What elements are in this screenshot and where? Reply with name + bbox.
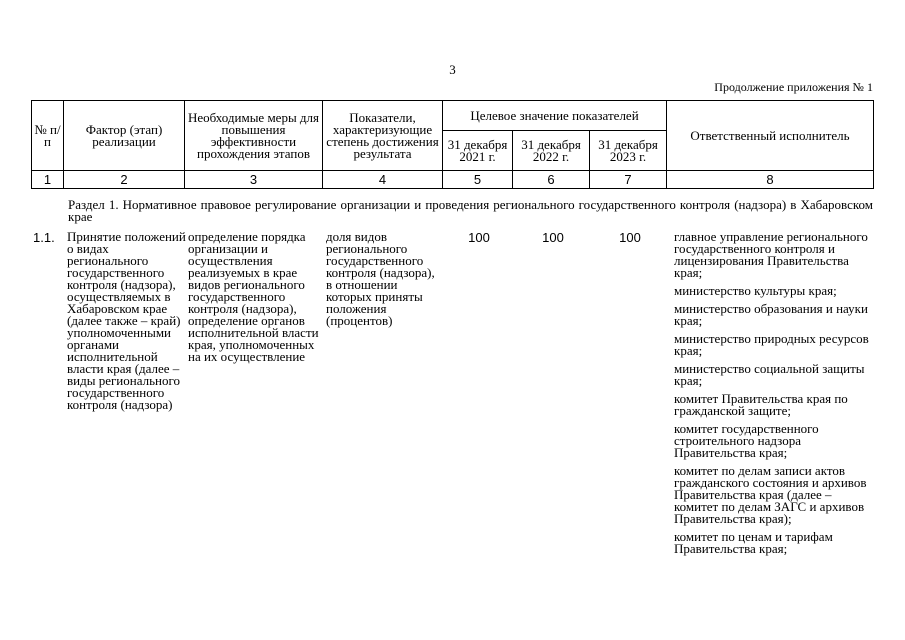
executor-item: комитет по делам записи актов гражданского состояния и архивов Правительства края (далее – комитет по делам ЗАГС и архивов Правительства края); (674, 463, 867, 526)
row-number: 1.1. (33, 230, 55, 245)
row-measures: определение порядка организации и осуществления реализуемых в крае видов регионального государственного контроля (надзора), определение органов исполнительной власти края, уполномоченных на их осуществление (188, 229, 319, 364)
col-number-6: 6 (513, 171, 590, 189)
row-executors (674, 231, 874, 561)
header-num: № п/п (32, 101, 64, 171)
row-value-2022: 100 (542, 230, 564, 245)
executor-item: комитет государственного строительного надзора Правительства края; (674, 421, 819, 460)
continuation-label: Продолжение приложения № 1 (714, 80, 873, 94)
executor-item: комитет Правительства края по гражданской защите; (674, 391, 848, 418)
header-factor: Фактор (этап) реализации (64, 101, 185, 171)
col-number-8: 8 (667, 171, 874, 189)
col-number-2: 2 (64, 171, 185, 189)
row-factor: Принятие положений о видах регионального государственного контроля (надзора), осуществляемых в Хабаровском крае (далее также – край) уполномоченными органами исполнительной власти края (далее – виды регионального государственного контроля (надзора) (67, 229, 186, 412)
col-number-7: 7 (590, 171, 667, 189)
executor-item: комитет по ценам и тарифам Правительства края; (674, 529, 833, 556)
header-2021: 31 декабря 2021 г. (443, 131, 513, 171)
header-indicators: Показатели, характеризующие степень достижения результата (323, 101, 443, 171)
executor-item: министерство образования и науки края; (674, 301, 868, 328)
header-2022: 31 декабря 2022 г. (513, 131, 590, 171)
header-target: Целевое значение показателей (443, 101, 667, 131)
header-2023: 31 декабря 2023 г. (590, 131, 667, 171)
row-value-2021: 100 (468, 230, 490, 245)
col-number-3: 3 (185, 171, 323, 189)
header-table (31, 100, 874, 189)
col-number-4: 4 (323, 171, 443, 189)
col-number-5: 5 (443, 171, 513, 189)
header-measures: Необходимые меры для повышения эффективности прохождения этапов (185, 101, 323, 171)
row-value-2023: 100 (619, 230, 641, 245)
row-indicator: доля видов регионального государственного контроля (надзора), в отношении которых приняты положения (процентов) (326, 229, 435, 328)
header-executor: Ответственный исполнитель (667, 101, 874, 171)
col-number-1: 1 (32, 171, 64, 189)
section-title: Раздел 1. Нормативное правовое регулирование организации и проведения регионального государственного контроля (надзора) в Хабаровском крае (68, 197, 873, 224)
page-number: 3 (449, 62, 456, 77)
executor-item: министерство природных ресурсов края; (674, 331, 869, 358)
executor-item: главное управление регионального государственного контроля и лицензирования Правительства края; (674, 229, 868, 280)
executor-item: министерство культуры края; (674, 283, 837, 298)
executor-item: министерство социальной защиты края; (674, 361, 865, 388)
